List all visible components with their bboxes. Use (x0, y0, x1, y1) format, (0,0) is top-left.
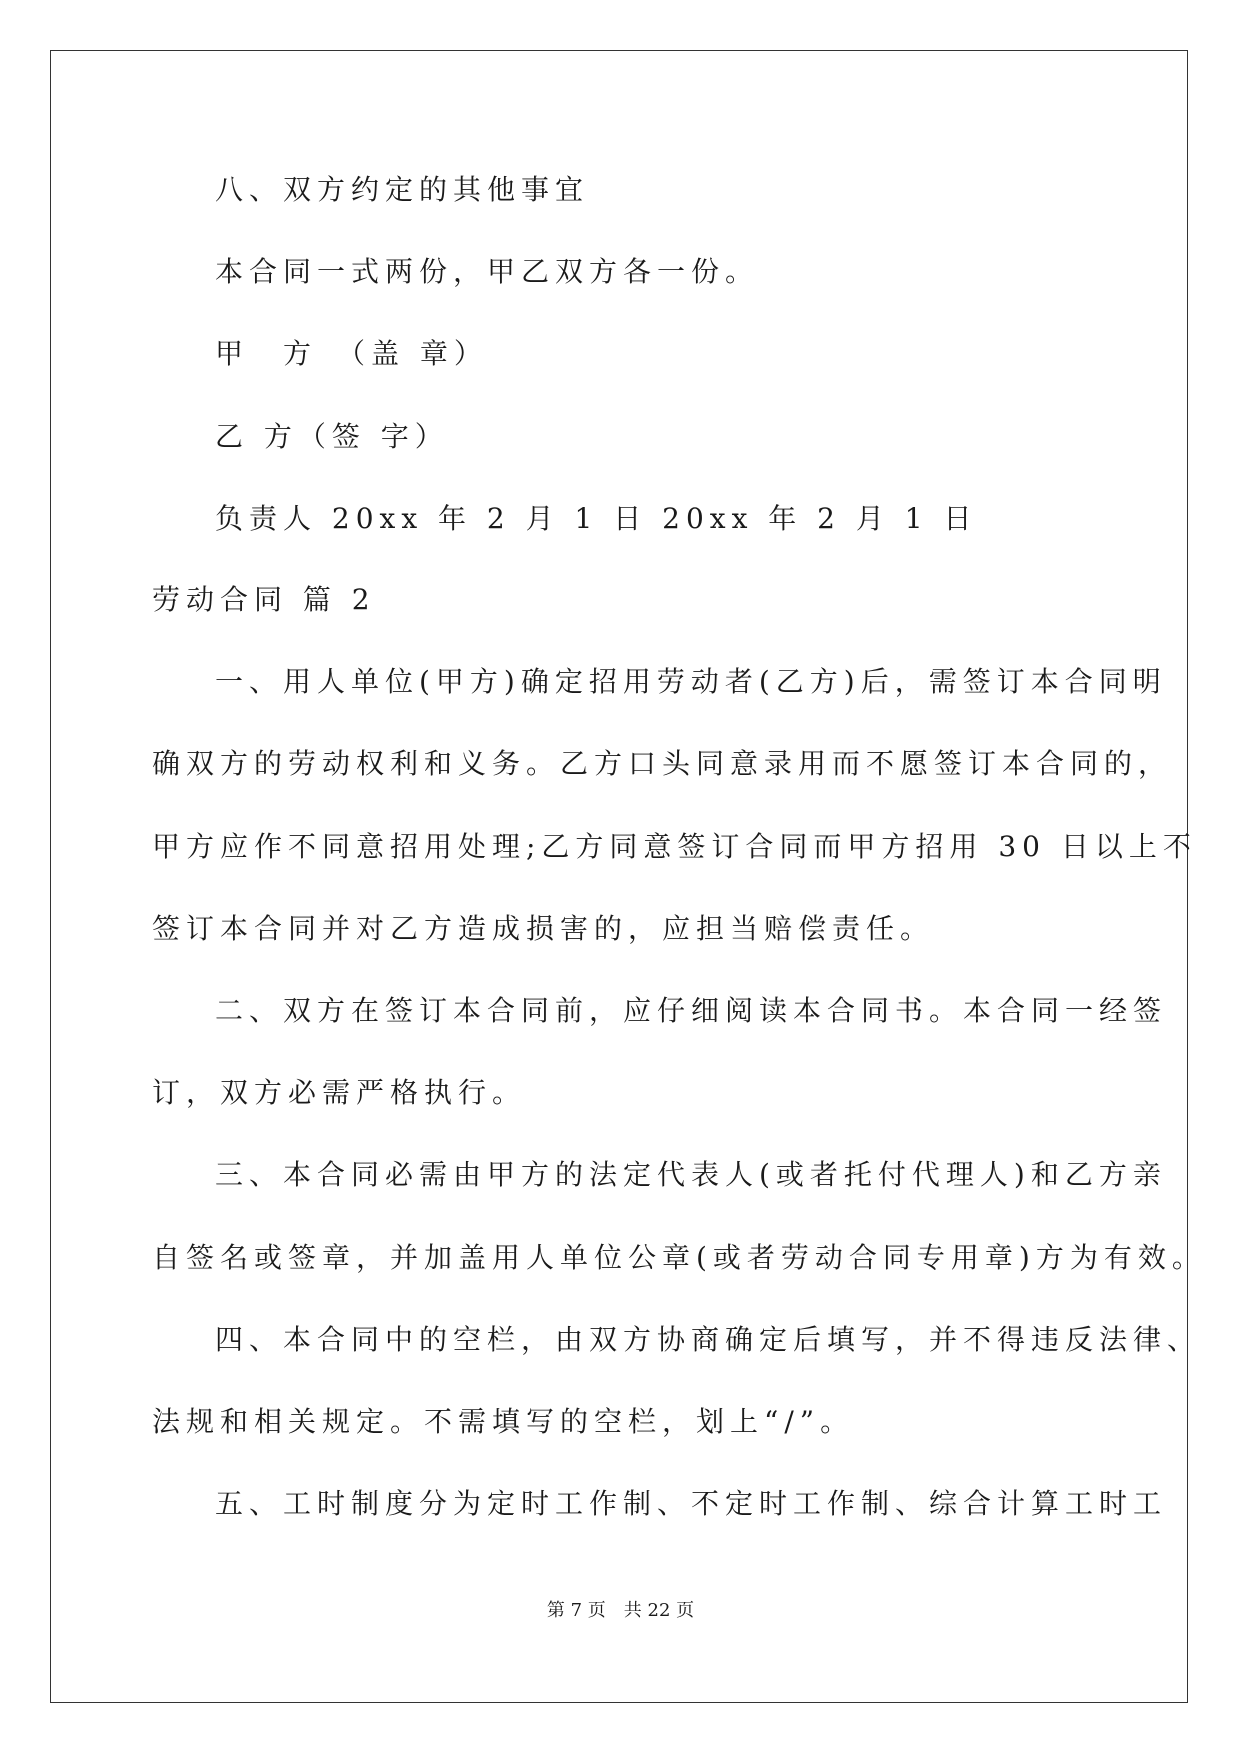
clause-1-line-2: 确双方的劳动权利和义务。乙方口头同意录用而不愿签订本合同的， (152, 747, 1173, 780)
page-number: 第 7 页 (546, 1600, 606, 1621)
clause-4-line-1: 四、本合同中的空栏，由双方协商确定后填写，并不得违反法律、 (215, 1323, 1202, 1356)
clause-1-line-4: 签订本合同并对乙方造成损害的，应担当赔偿责任。 (152, 912, 935, 945)
clause-1-line-3: 甲方应作不同意招用处理;乙方同意签订合同而甲方招用 30 日以上不 (152, 830, 1197, 863)
copies-clause: 本合同一式两份，甲乙双方各一份。 (215, 255, 760, 288)
clause-4-line-2: 法规和相关规定。不需填写的空栏，划上“/”。 (152, 1405, 855, 1438)
party-b-signature-line: 乙 方（签 字） (215, 420, 449, 453)
party-a-seal-line: 甲 方 （盖 章） (215, 337, 488, 370)
clause-1-line-1: 一、用人单位(甲方)确定招用劳动者(乙方)后，需签订本合同明 (215, 665, 1167, 698)
clause-2-line-2: 订，双方必需严格执行。 (152, 1076, 527, 1109)
section-8-heading: 八、双方约定的其他事宜 (215, 173, 590, 206)
clause-5-line-1: 五、工时制度分为定时工作制、不定时工作制、综合计算工时工 (215, 1487, 1168, 1520)
clause-3-line-2: 自签名或签章，并加盖用人单位公章(或者劳动合同专用章)方为有效。 (152, 1241, 1206, 1274)
page-frame (50, 50, 1188, 1703)
clause-3-line-1: 三、本合同必需由甲方的法定代表人(或者托付代理人)和乙方亲 (215, 1158, 1167, 1191)
responsible-person-date-line: 负责人 20xx 年 2 月 1 日 20xx 年 2 月 1 日 (215, 502, 978, 535)
page-total: 共 22 页 (623, 1600, 695, 1621)
contract-part-2-heading: 劳动合同 篇 2 (152, 583, 376, 616)
clause-2-line-1: 二、双方在签订本合同前，应仔细阅读本合同书。本合同一经签 (215, 994, 1168, 1027)
page-footer (0, 1600, 1241, 1622)
